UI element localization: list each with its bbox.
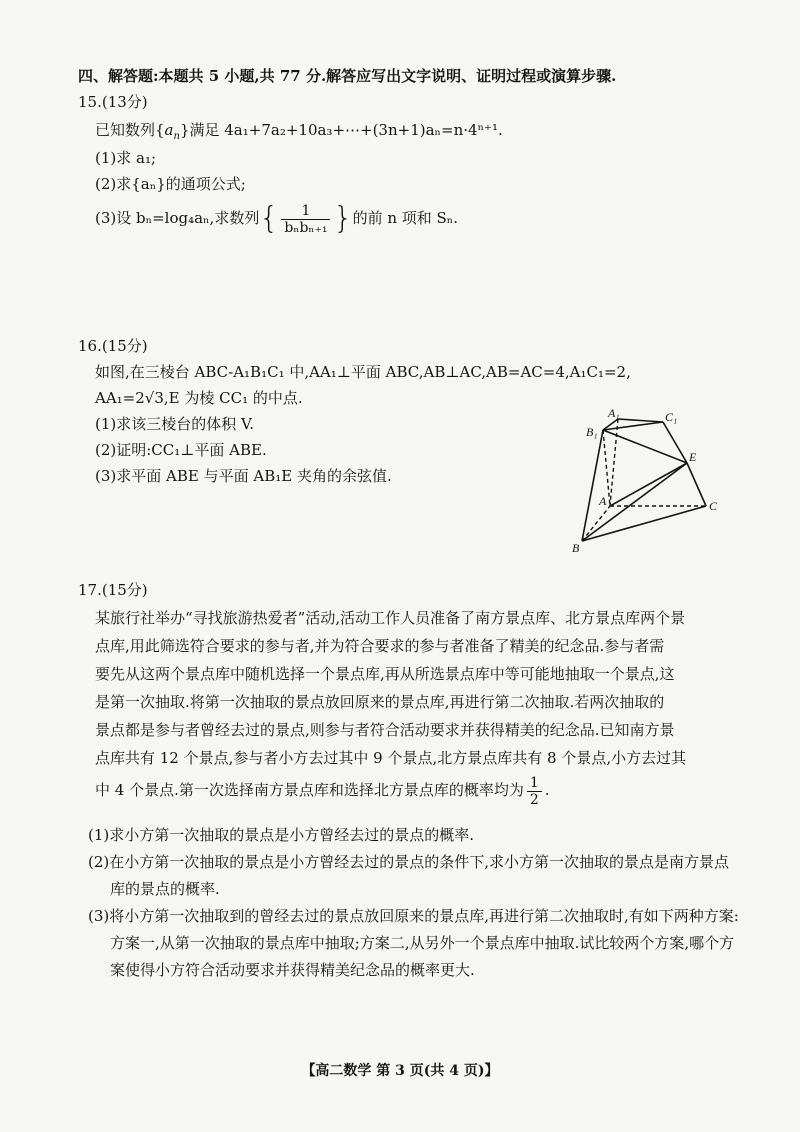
right-brace-glyph: }: [333, 201, 353, 236]
q17-heading: 17.(15分): [78, 581, 148, 599]
label-a1: A₁: [608, 406, 620, 420]
edge-b-c: [582, 506, 706, 541]
q15-stem: [95, 120, 503, 147]
q15-heading: 15.(13分): [78, 93, 148, 111]
edge-b-e: [582, 463, 687, 541]
q15-fraction: [281, 203, 330, 236]
q15-fraction-num: 1: [281, 203, 330, 220]
q17-para-line-3: 要先从这两个景点库中随机选择一个景点库,再从所选景点库中等可能地抽取一个景点,这: [95, 665, 675, 683]
q16-stem-line-2: AA₁=2√3,E 为棱 CC₁ 的中点.: [95, 389, 303, 407]
label-a: A: [599, 494, 607, 508]
q15-part-1: (1)求 a₁;: [95, 149, 157, 167]
edge-e-c: [687, 463, 706, 506]
q15-part-3-pre: (3)设 bₙ=log₄aₙ,求数列: [95, 209, 260, 227]
q17-para-line-4: 是第一次抽取.将第一次抽取的景点放回原来的景点库,再进行第二次抽取.若两次抽取的: [95, 693, 665, 711]
q15-stem-pre: 已知数列{: [95, 121, 165, 139]
q15-fraction-den: bₙbₙ₊₁: [284, 219, 328, 236]
q15-part-2: (2)求{aₙ}的通项公式;: [95, 175, 246, 193]
q17-para-line-2: 点库,用此筛选符合要求的参与者,并为符合要求的参与者准备了精美的纪念品.参与者需: [95, 637, 665, 655]
page-footer: 【高二数学 第 3 页(共 4 页)】: [301, 1063, 499, 1079]
edge-a1-a-dashed: [610, 419, 618, 506]
q16-part-1: (1)求该三棱台的体积 V.: [95, 415, 254, 433]
q17-para-line-6: 点库共有 12 个景点,参与者小方去过其中 9 个景点,北方景点库共有 8 个景点,小方去过其: [95, 749, 687, 767]
q17-fraction-den: 2: [529, 791, 539, 808]
q17-para-line-7-post: .: [544, 781, 550, 799]
q16-part-3: (3)求平面 ABE 与平面 AB₁E 夹角的余弦值.: [95, 467, 392, 485]
q15-part-3-post: 的前 n 项和 Sₙ.: [352, 209, 459, 227]
edge-b1-e: [603, 430, 687, 463]
label-c: C: [709, 499, 718, 513]
q16-part-2: (2)证明:CC₁⊥平面 ABE.: [95, 441, 267, 459]
q16-heading: 16.(15分): [78, 337, 148, 355]
q17-part-3: (3)将小方第一次抽取到的曾经去过的景点放回原来的景点库,再进行第二次抽取时,有如下两种方案:方案一,从第一次抽取的景点库中抽取;方案二,从另外一个景点库中抽取.试比较两个方案,哪个方案使得小方符合活动要求并获得精美纪念品的概率更大.: [88, 907, 739, 979]
q17-fraction-num: 1: [527, 775, 542, 792]
q15-stem-seq: $a_n$: [164, 121, 180, 142]
q17-part-2: (2)在小方第一次抽取的景点是小方曾经去过的景点的条件下,求小方第一次抽取的景点是南方景点库的景点的概率.: [88, 853, 730, 898]
label-b1: B₁: [586, 425, 598, 439]
q15-stem-mid: }满足 4a₁+7a₂+10a₃+⋯+(3n+1)aₙ=n·4ⁿ⁺¹.: [179, 121, 503, 139]
q17-para-line-1: 某旅行社举办“寻找旅游热爱者”活动,活动工作人员准备了南方景点库、北方景点库两个景: [95, 609, 686, 627]
q17-para-line-7: [95, 772, 550, 808]
q17-para-line-5: 景点都是参与者曾经去过的景点,则参与者符合活动要求并获得精美的纪念品.已知南方景: [95, 721, 675, 739]
label-e: E: [689, 450, 697, 464]
q17-part-1: (1)求小方第一次抽取的景点是小方曾经去过的景点的概率.: [88, 826, 475, 844]
frustum-figure: [570, 405, 730, 555]
edge-c1-e: [663, 422, 687, 463]
q16-stem-line-1: 如图,在三棱台 ABC-A₁B₁C₁ 中,AA₁⊥平面 ABC,AB⊥AC,AB=AC=4,A₁C₁=2,: [95, 363, 631, 381]
q17-fraction: [527, 775, 542, 808]
q17-para-line-7-pre: 中 4 个景点.第一次选择南方景点库和选择北方景点库的概率均为: [95, 781, 524, 799]
q15-part-3: [95, 200, 458, 237]
edge-b1-b: [582, 430, 603, 541]
section-title: 四、解答题:本题共 5 小题,共 77 分.解答应写出文字说明、证明过程或演算步骤.: [78, 67, 617, 85]
edge-a1-c1: [618, 419, 663, 422]
edge-a-e: [610, 463, 687, 506]
left-brace-glyph: {: [259, 201, 279, 236]
label-c1: C₁: [665, 410, 678, 424]
label-b: B: [572, 541, 580, 555]
